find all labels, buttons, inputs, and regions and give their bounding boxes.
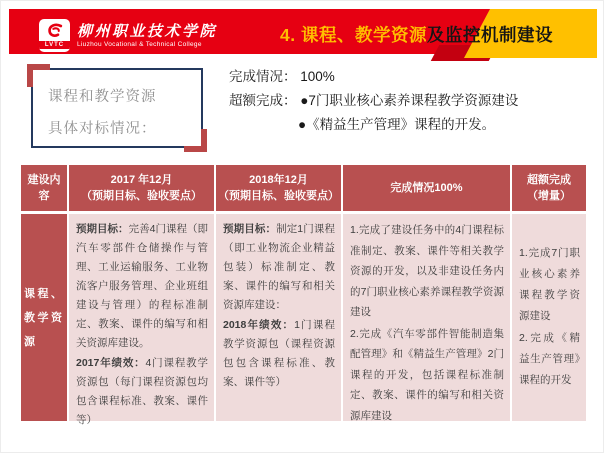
perf-2017-text: 4门课程教学资源包（每门课程资源包均包含课程标准、教案、课件等） [76, 357, 209, 426]
table-header-category: 建设内容 [21, 165, 67, 211]
table-cell-category: 课程、教学资源 [21, 214, 67, 421]
school-logo-badge [39, 19, 70, 52]
slide-title-highlight: 4. 课程、教学资源 [280, 25, 427, 45]
completion-summary [229, 65, 518, 137]
table-header-completion: 完成情况100% [343, 165, 510, 211]
callout-line-1: 课程和教学资源 [48, 89, 157, 105]
slide-title [280, 22, 553, 47]
school-logo [39, 19, 217, 52]
slide-title-rest: 及监控机制建设 [427, 25, 553, 45]
extra-item-2: ●《精益生产管理》课程的开发。 [298, 117, 496, 132]
benchmark-table [21, 165, 586, 426]
goal-2018-text: 制定1门课程（即工业物流企业精益包装）标准制定、教案、课件的编写和相关资源库建设： [223, 223, 335, 311]
callout-line-2: 具体对标情况： [48, 121, 157, 137]
completion-label: 完成情况： [229, 69, 297, 84]
table-header-2017 [69, 165, 214, 211]
table-header-extra [512, 165, 586, 211]
completion-item-1: 1.完成了建设任务中的4门课程标准制定、教案、课件等相关教学资源的开发，以及非建设任务内的7门职业核心素养课程教学资源建设 [350, 224, 504, 318]
completion-value: 100% [300, 69, 335, 84]
extra-label: 超额完成： [229, 93, 297, 108]
goal-2017-label: 预期目标： [76, 223, 129, 235]
table-header-extra-line2: （增量） [527, 190, 571, 202]
school-name-cn: 柳州职业技术学院 [77, 21, 218, 40]
logo-badge-label: LVTC [39, 41, 70, 49]
table-header-2018-line1: 2018年12月 [249, 174, 308, 186]
table-header-2018 [216, 165, 341, 211]
goal-2018-label: 预期目标： [223, 223, 277, 235]
perf-2017-label: 2017年绩效： [76, 357, 146, 369]
goal-2017-text: 完善4门课程（即汽车零部件仓储操作与管理、工业运输服务、工业物流客户服务管理、企业班组建设与管理）的程标准制定、教案、课件的编写和相关资源库建设。 [76, 223, 209, 349]
table-cell-extra [512, 214, 586, 421]
table-header-extra-line1: 超额完成 [527, 174, 571, 186]
logo-swirl-icon [45, 21, 65, 41]
table-cell-2017 [69, 214, 214, 426]
topic-callout-box [31, 68, 203, 148]
table-header-2018-line2: （预期目标、验收要点） [218, 190, 339, 202]
perf-2018-text: 1门课程教学资源包（课程资源包包含课程标准、教案、课件等） [223, 319, 335, 388]
extra-cell-item-1: 1.完成7门职业核心素养课程教学资源建设 [519, 247, 580, 322]
table-header-2017-line1: 2017 年12月 [110, 174, 173, 186]
completion-item-2: 2.完成《汽车零部件智能制造集配管理》和《精益生产管理》2门课程的开发，包括课程标准制定、教案、课件的编写和相关资源库建设 [350, 327, 504, 422]
corner-accent-topleft [27, 64, 50, 87]
extra-item-1: ●7门职业核心素养课程教学资源建设 [300, 93, 519, 108]
table-header-2017-line2: （预期目标、验收要点） [81, 190, 202, 202]
table-cell-completion [343, 214, 510, 421]
school-name-en: Liuzhou Vocational & Technical College [77, 40, 202, 48]
extra-cell-item-2: 2.完成《精益生产管理》课程的开发 [519, 332, 580, 386]
table-cell-2018 [216, 214, 341, 421]
perf-2018-label: 2018年绩效： [223, 319, 295, 331]
corner-accent-bottomright [184, 129, 207, 152]
header-band [9, 9, 597, 54]
